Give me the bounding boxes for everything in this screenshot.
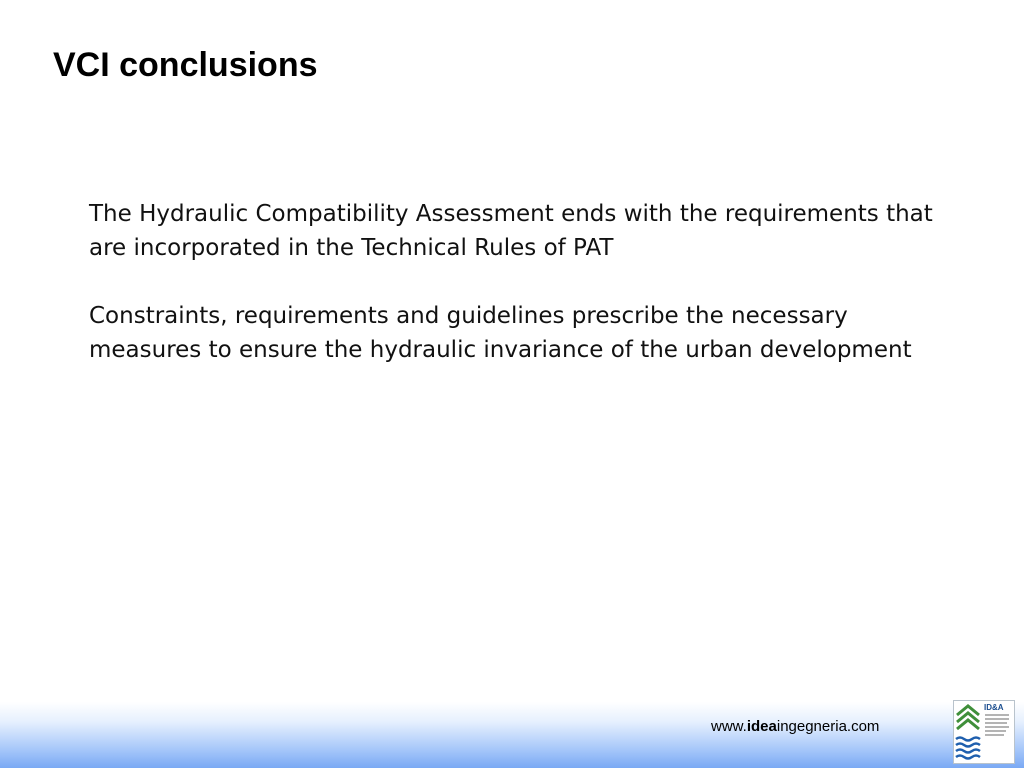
slide-body [89, 197, 939, 401]
logo-wave-1 [956, 738, 980, 741]
slide-title: VCI conclusions [53, 46, 318, 84]
logo-chevron-3 [957, 720, 979, 729]
paragraph-1: The Hydraulic Compatibility Assessment ends with the requirements that are incorporated in the Technical Rules of PAT [89, 201, 933, 261]
footer-url-prefix: www. [711, 718, 747, 735]
logo-label: ID&A [984, 703, 1004, 712]
footer-url-suffix: ingegneria.com [776, 718, 880, 735]
footer-band [0, 702, 1024, 768]
logo-wave-2 [956, 744, 980, 747]
logo-wave-4 [956, 756, 980, 759]
footer-website-link[interactable] [711, 718, 879, 735]
paragraph-2: Constraints, requirements and guidelines prescribe the necessary measures to ensure the hydraulic invariance of the urban development [89, 303, 912, 363]
logo-wave-3 [956, 750, 980, 753]
footer-url-bold: idea [746, 718, 777, 735]
id-a-logo-icon [953, 700, 1015, 764]
